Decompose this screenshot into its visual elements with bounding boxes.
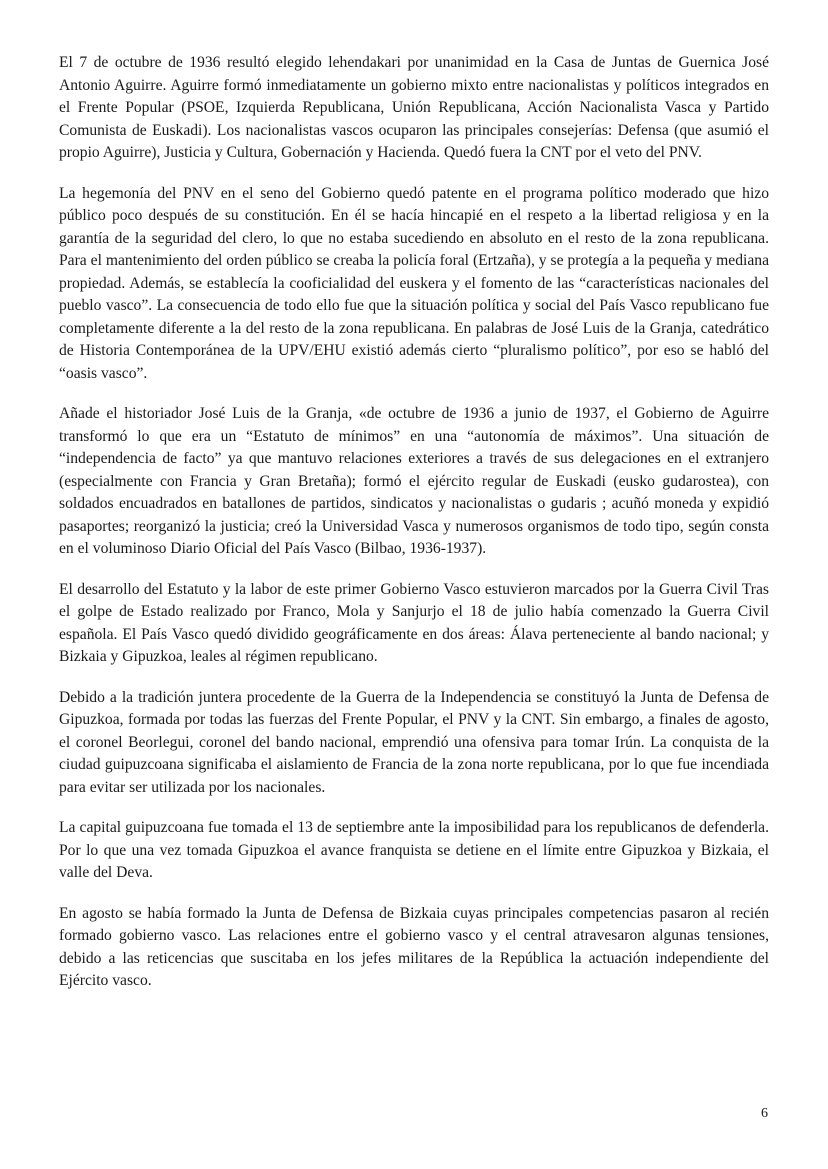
document-page — [59, 52, 769, 1011]
paragraph-5: Debido a la tradición juntera procedente de la Guerra de la Independencia se constituyó la Junta de Defensa de Gipuzkoa, formada por todas las fuerzas del Frente Popular, el PNV y la CNT. Sin embargo, a finales de agosto, el coronel Beorlegui, coronel del bando nacional, emprendió una ofensiva para tomar Irún. La conquista de la ciudad guipuzcoana significaba el aislamiento de Francia de la zona norte republicana, por lo que fue incendiada para evitar ser utilizada por los nacionales. — [59, 688, 769, 796]
paragraph-3: Añade el historiador José Luis de la Granja, «de octubre de 1936 a junio de 1937, el Gobierno de Aguirre transformó lo que era un “Estatuto de mínimos” en una “autonomía de máximos”. Una situación de “independencia de facto” ya que mantuvo relaciones exteriores a través de sus delegaciones en el extranjero (especialmente con Francia y Gran Bretaña); formó el ejército regular de Euskadi (eusko gudarostea), con soldados encuadrados en batallones de partidos, sindicatos y nacionalistas o gudaris ; acuñó moneda y expidió pasaportes; reorganizó la justicia; creó la Universidad Vasca y numerosos organismos de todo tipo, según consta en el voluminoso Diario Oficial del País Vasco (Bilbao, 1936-1937). — [59, 405, 769, 557]
paragraph-2: La hegemonía del PNV en el seno del Gobierno quedó patente en el programa político moderado que hizo público poco después de su constitución. En él se hacía hincapié en el respeto a la libertad religiosa y en la garantía de la seguridad del clero, lo que no estaba sucediendo en absoluto en el resto de la zona republicana. Para el mantenimiento del orden público se creaba la policía foral (Ertzaña), y se protegía a la pequeña y mediana propiedad. Además, se establecía la cooficialidad del euskera y el fomento de las “características nacionales del pueblo vasco”. La consecuencia de todo ello fue que la situación política y social del País Vasco republicano fue completamente diferente a la del resto de la zona republicana. En palabras de José Luis de la Granja, catedrático de Historia Contemporánea de la UPV/EHU existió además cierto “pluralismo político”, por eso se habló del “oasis vasco”. — [59, 184, 769, 382]
paragraph-1: El 7 de octubre de 1936 resultó elegido lehendakari por unanimidad en la Casa de Juntas de Guernica José Antonio Aguirre. Aguirre formó inmediatamente un gobierno mixto entre nacionalistas y políticos integrados en el Frente Popular (PSOE, Izquierda Republicana, Unión Republicana, Acción Nacionalista Vasca y Partido Comunista de Euskadi). Los nacionalistas vascos ocuparon las principales consejerías: Defensa (que asumió el propio Aguirre), Justicia y Cultura, Gobernación y Hacienda. Quedó fuera la CNT por el veto del PNV. — [59, 54, 769, 161]
paragraph-6: La capital guipuzcoana fue tomada el 13 de septiembre ante la imposibilidad para los republicanos de defenderla. Por lo que una vez tomada Gipuzkoa el avance franquista se detiene en el límite entre Gipuzkoa y Bizkaia, el valle del Deva. — [59, 819, 769, 881]
page-number: 6 — [761, 1106, 768, 1121]
paragraph-4: El desarrollo del Estatuto y la labor de este primer Gobierno Vasco estuvieron marcados por la Guerra Civil Tras el golpe de Estado realizado por Franco, Mola y Sanjurjo el 18 de julio había comenzado la Guerra Civil española. El País Vasco quedó dividido geográficamente en dos áreas: Álava perteneciente al bando nacional; y Bizkaia y Gipuzkoa, leales al régimen republicano. — [59, 580, 769, 665]
paragraph-7: En agosto se había formado la Junta de Defensa de Bizkaia cuyas principales competencias pasaron al recién formado gobierno vasco. Las relaciones entre el gobierno vasco y el central atravesaron algunas tensiones, debido a las reticencias que suscitaba en los jefes militares de la República la actuación independiente del Ejército vasco. — [59, 904, 769, 989]
